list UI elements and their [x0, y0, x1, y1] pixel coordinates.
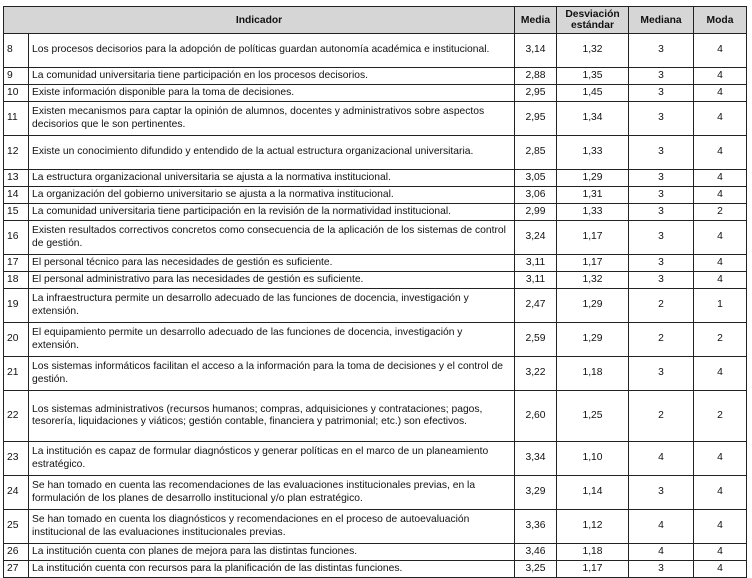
moda-value: 1 [694, 289, 747, 323]
moda-value: 2 [694, 391, 747, 442]
mediana-value: 3 [629, 68, 694, 85]
mediana-value: 2 [629, 323, 694, 357]
moda-value: 4 [694, 544, 747, 561]
media-value: 2,47 [515, 289, 557, 323]
media-value: 2,60 [515, 391, 557, 442]
media-value: 3,05 [515, 170, 557, 187]
moda-value: 4 [694, 221, 747, 255]
table-row [4, 102, 747, 136]
indicator-text: La organización del gobierno universitario se ajusta a la normativa institucional. [29, 187, 515, 204]
row-number: 24 [4, 476, 29, 510]
row-number: 23 [4, 442, 29, 476]
media-value: 2,59 [515, 323, 557, 357]
row-number: 27 [4, 561, 29, 578]
indicator-text: Los sistemas administrativos (recursos humanos; compras, adquisiciones y contrataciones; pagos, tesorería, liquidaciones y viáticos; gestión contable, financiera y patrimonial; etc.) son efectivos. [29, 391, 515, 442]
row-number: 13 [4, 170, 29, 187]
moda-value: 4 [694, 187, 747, 204]
media-value: 3,11 [515, 255, 557, 272]
row-number: 17 [4, 255, 29, 272]
indicator-text: La institución cuenta con recursos para la planificación de las distintas funciones. [29, 561, 515, 578]
mediana-value: 3 [629, 221, 694, 255]
moda-value: 4 [694, 68, 747, 85]
mediana-value: 3 [629, 357, 694, 391]
media-value: 2,99 [515, 204, 557, 221]
mediana-value: 2 [629, 391, 694, 442]
header-mediana: Mediana [629, 7, 694, 34]
mediana-value: 3 [629, 136, 694, 170]
table-row [4, 289, 747, 323]
table-row [4, 68, 747, 85]
moda-value: 4 [694, 510, 747, 544]
moda-value: 2 [694, 323, 747, 357]
media-value: 3,36 [515, 510, 557, 544]
indicator-text: Se han tomado en cuenta los diagnósticos y recomendaciones en el proceso de autoevaluación institucional de las evaluaciones institucionales previas. [29, 510, 515, 544]
moda-value: 4 [694, 255, 747, 272]
desviacion-value: 1,18 [557, 357, 629, 391]
indicators-table-container [3, 6, 746, 578]
desviacion-value: 1,32 [557, 34, 629, 68]
indicator-text: Existen resultados correctivos concretos como consecuencia de la aplicación de los sistemas de control de gestión. [29, 221, 515, 255]
desviacion-value: 1,32 [557, 272, 629, 289]
row-number: 15 [4, 204, 29, 221]
table-row [4, 357, 747, 391]
table-row [4, 221, 747, 255]
table-row [4, 255, 747, 272]
row-number: 22 [4, 391, 29, 442]
indicator-text: La infraestructura permite un desarrollo adecuado de las funciones de docencia, investigación y extensión. [29, 289, 515, 323]
desviacion-value: 1,35 [557, 68, 629, 85]
header-media: Media [515, 7, 557, 34]
desviacion-value: 1,25 [557, 391, 629, 442]
desviacion-value: 1,17 [557, 255, 629, 272]
row-number: 14 [4, 187, 29, 204]
mediana-value: 4 [629, 442, 694, 476]
moda-value: 4 [694, 357, 747, 391]
table-row [4, 510, 747, 544]
indicator-text: El equipamiento permite un desarrollo adecuado de las funciones de docencia, investigación y extensión. [29, 323, 515, 357]
moda-value: 4 [694, 102, 747, 136]
table-row [4, 323, 747, 357]
indicator-text: Se han tomado en cuenta las recomendaciones de las evaluaciones institucionales previas, en la formulación de los planes de desarrollo institucional y/o plan estratégico. [29, 476, 515, 510]
table-row [4, 136, 747, 170]
desviacion-value: 1,10 [557, 442, 629, 476]
row-number: 11 [4, 102, 29, 136]
desviacion-value: 1,34 [557, 102, 629, 136]
indicator-text: La estructura organizacional universitaria se ajusta a la normativa institucional. [29, 170, 515, 187]
media-value: 2,95 [515, 102, 557, 136]
row-number: 10 [4, 85, 29, 102]
indicator-text: Existe un conocimiento difundido y entendido de la actual estructura organizacional universitaria. [29, 136, 515, 170]
mediana-value: 3 [629, 102, 694, 136]
moda-value: 4 [694, 442, 747, 476]
mediana-value: 3 [629, 187, 694, 204]
indicator-text: La institución es capaz de formular diagnósticos y generar políticas en el marco de un planeamiento estratégico. [29, 442, 515, 476]
media-value: 3,11 [515, 272, 557, 289]
table-row [4, 272, 747, 289]
table-header-row [4, 7, 747, 34]
row-number: 21 [4, 357, 29, 391]
table-row [4, 204, 747, 221]
indicator-text: El personal administrativo para las necesidades de gestión es suficiente. [29, 272, 515, 289]
mediana-value: 3 [629, 476, 694, 510]
desviacion-value: 1,17 [557, 561, 629, 578]
table-row [4, 476, 747, 510]
mediana-value: 3 [629, 255, 694, 272]
desviacion-value: 1,29 [557, 323, 629, 357]
media-value: 3,14 [515, 34, 557, 68]
table-row [4, 391, 747, 442]
table-row [4, 442, 747, 476]
table-row [4, 34, 747, 68]
media-value: 3,46 [515, 544, 557, 561]
media-value: 2,95 [515, 85, 557, 102]
table-row [4, 170, 747, 187]
indicator-text: Los sistemas informáticos facilitan el acceso a la información para la toma de decisiones y el control de gestión. [29, 357, 515, 391]
desviacion-value: 1,45 [557, 85, 629, 102]
mediana-value: 3 [629, 561, 694, 578]
mediana-value: 3 [629, 85, 694, 102]
header-desviacion: Desviación estándar [557, 7, 629, 34]
mediana-value: 3 [629, 204, 694, 221]
row-number: 20 [4, 323, 29, 357]
moda-value: 4 [694, 136, 747, 170]
moda-value: 4 [694, 272, 747, 289]
media-value: 3,34 [515, 442, 557, 476]
desviacion-value: 1,29 [557, 170, 629, 187]
mediana-value: 4 [629, 510, 694, 544]
table-row [4, 544, 747, 561]
header-moda: Moda [694, 7, 747, 34]
row-number: 19 [4, 289, 29, 323]
row-number: 8 [4, 34, 29, 68]
row-number: 9 [4, 68, 29, 85]
table-row [4, 561, 747, 578]
media-value: 3,24 [515, 221, 557, 255]
desviacion-value: 1,12 [557, 510, 629, 544]
desviacion-value: 1,33 [557, 136, 629, 170]
indicator-text: La comunidad universitaria tiene participación en los procesos decisorios. [29, 68, 515, 85]
media-value: 3,29 [515, 476, 557, 510]
mediana-value: 3 [629, 170, 694, 187]
desviacion-value: 1,17 [557, 221, 629, 255]
indicator-text: Los procesos decisorios para la adopción de políticas guardan autonomía académica e institucional. [29, 34, 515, 68]
desviacion-value: 1,18 [557, 544, 629, 561]
indicator-text: La comunidad universitaria tiene participación en la revisión de la normatividad institucional. [29, 204, 515, 221]
row-number: 12 [4, 136, 29, 170]
media-value: 3,22 [515, 357, 557, 391]
mediana-value: 2 [629, 289, 694, 323]
desviacion-value: 1,14 [557, 476, 629, 510]
indicator-text: La institución cuenta con planes de mejora para las distintas funciones. [29, 544, 515, 561]
moda-value: 4 [694, 34, 747, 68]
row-number: 25 [4, 510, 29, 544]
desviacion-value: 1,33 [557, 204, 629, 221]
media-value: 2,85 [515, 136, 557, 170]
table-row [4, 85, 747, 102]
media-value: 2,88 [515, 68, 557, 85]
indicators-table [3, 6, 747, 578]
indicator-text: Existen mecanismos para captar la opinión de alumnos, docentes y administrativos sobre aspectos decisorios que le son pertinentes. [29, 102, 515, 136]
header-indicador: Indicador [4, 7, 515, 34]
mediana-value: 4 [629, 544, 694, 561]
mediana-value: 3 [629, 272, 694, 289]
media-value: 3,25 [515, 561, 557, 578]
row-number: 16 [4, 221, 29, 255]
media-value: 3,06 [515, 187, 557, 204]
moda-value: 4 [694, 85, 747, 102]
table-body [4, 34, 747, 578]
table-row [4, 187, 747, 204]
moda-value: 4 [694, 170, 747, 187]
row-number: 26 [4, 544, 29, 561]
moda-value: 4 [694, 561, 747, 578]
desviacion-value: 1,31 [557, 187, 629, 204]
mediana-value: 3 [629, 34, 694, 68]
indicator-text: El personal técnico para las necesidades de gestión es suficiente. [29, 255, 515, 272]
indicator-text: Existe información disponible para la toma de decisiones. [29, 85, 515, 102]
moda-value: 4 [694, 476, 747, 510]
row-number: 18 [4, 272, 29, 289]
desviacion-value: 1,29 [557, 289, 629, 323]
moda-value: 2 [694, 204, 747, 221]
